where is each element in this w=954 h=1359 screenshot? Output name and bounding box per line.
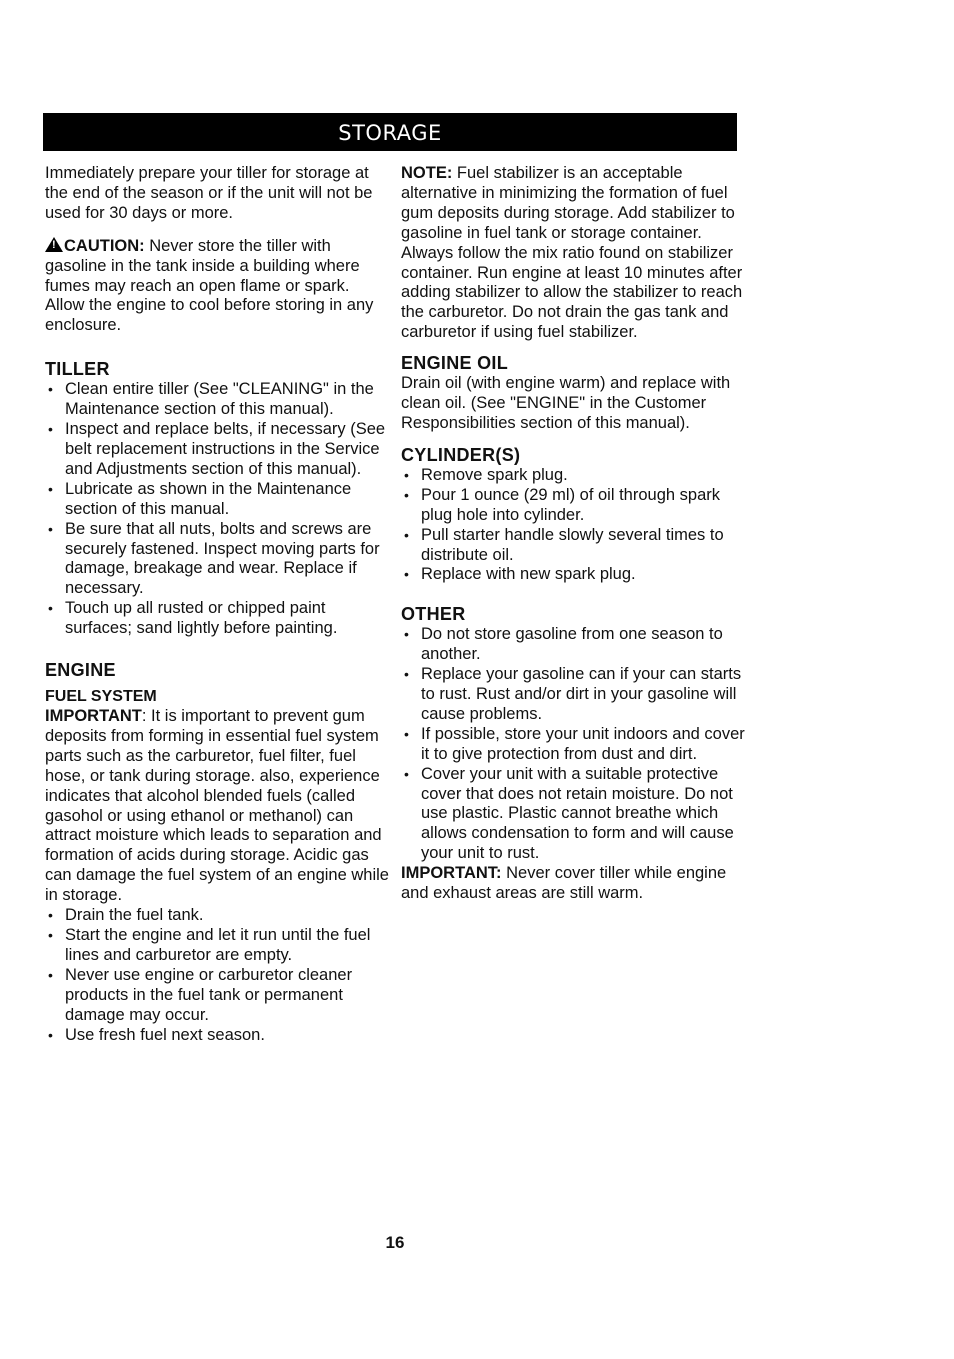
engine-heading: ENGINE xyxy=(45,660,116,681)
tiller-list xyxy=(45,380,390,639)
other-heading: OTHER xyxy=(401,604,466,625)
fuel-important-paragraph xyxy=(45,707,390,906)
list-item: • Replace with new spark plug. xyxy=(401,565,746,585)
other-important-paragraph xyxy=(401,864,746,904)
note-text: Fuel stabilizer is an acceptable alternative in minimizing the formation of fuel gum deposits during storage. Add stabilizer to gasoline in fuel tank or storage container. Always follow the mix ratio found on stabilizer container. Run engine at least 10 minutes after adding stabilizer to allow the stabilizer to reach the carburetor. Do not drain the gas tank and carburetor if using fuel stabilizer. xyxy=(401,164,743,342)
list-item: • Replace your gasoline can if your can starts to rust. Rust and/or dirt in your gasoline will cause problems. xyxy=(401,665,746,725)
caution-paragraph xyxy=(45,237,390,337)
list-item: • Never use engine or carburetor cleaner products in the fuel tank or permanent damage may occur. xyxy=(45,966,390,1026)
important-label: IMPORTANT xyxy=(45,707,142,726)
list-item: • Cover your unit with a suitable protective cover that does not retain moisture. Do not use plastic. Plastic cannot breathe which allows condensation to form and will cause your unit to rust. xyxy=(401,765,746,865)
list-item: • Be sure that all nuts, bolts and screws are securely fastened. Inspect moving parts for damage, breakage and wear. Replace if necessary. xyxy=(45,520,390,600)
list-item: • Touch up all rusted or chipped paint surfaces; sand lightly before painting. xyxy=(45,599,390,639)
list-item: • If possible, store your unit indoors and cover it to give protection from dust and dirt. xyxy=(401,725,746,765)
list-item: • Drain the fuel tank. xyxy=(45,906,390,926)
cylinders-list xyxy=(401,466,746,585)
list-item: • Pour 1 ounce (29 ml) of oil through spark plug hole into cylinder. xyxy=(401,486,746,526)
list-item: • Inspect and replace belts, if necessary (See belt replacement instructions in the Service and Adjustments section of this manual). xyxy=(45,420,390,480)
fuel-list xyxy=(45,906,390,1045)
list-item: • Lubricate as shown in the Maintenance section of this manual. xyxy=(45,480,390,520)
section-banner: STORAGE xyxy=(43,113,737,151)
page-number: 16 xyxy=(385,1233,405,1252)
warning-triangle-icon xyxy=(45,237,63,252)
list-item: • Pull starter handle slowly several times to distribute oil. xyxy=(401,526,746,566)
right-column xyxy=(401,164,746,904)
fuel-system-subheading: FUEL SYSTEM xyxy=(45,688,157,706)
list-item: • Clean entire tiller (See "CLEANING" in the Maintenance section of this manual). xyxy=(45,380,390,420)
important-text: : It is important to prevent gum deposits from forming in essential fuel system parts such as the carburetor, fuel filter, fuel hose, or tank during storage. also, experience indicates that alcohol blended fuels (called gasohol or using ethanol or methanol) can attract moisture which leads to separation and formation of acids during storage. Acidic gas can damage the fuel system of an engine while in storage. xyxy=(45,707,389,905)
left-column xyxy=(45,164,390,1045)
important-label: IMPORTANT: xyxy=(401,864,502,883)
note-label: NOTE: xyxy=(401,164,453,182)
list-item: • Remove spark plug. xyxy=(401,466,746,486)
important-text: Never cover tiller while engine and exhaust areas are still warm. xyxy=(401,864,727,903)
tiller-heading: TILLER xyxy=(45,359,110,380)
engine-oil-text: Drain oil (with engine warm) and replace with clean oil. (See "ENGINE" in the Customer Responsibilities section of this manual). xyxy=(401,374,731,432)
list-item: • Do not store gasoline from one season to another. xyxy=(401,625,746,665)
caution-text: Never store the tiller with gasoline in the tank inside a building where fumes may reach an open flame or spark. Allow the engine to cool before storing in any enclosure. xyxy=(45,236,374,335)
cylinders-heading: CYLINDER(S) xyxy=(401,444,521,465)
note-paragraph xyxy=(401,164,746,343)
intro-paragraph: Immediately prepare your tiller for storage at the end of the season or if the unit will not be used for 30 days or more. xyxy=(45,164,373,222)
list-item: • Start the engine and let it run until the fuel lines and carburetor are empty. xyxy=(45,926,390,966)
list-item: • Use fresh fuel next season. xyxy=(45,1026,390,1046)
engine-oil-heading: ENGINE OIL xyxy=(401,353,509,374)
caution-label: CAUTION: xyxy=(64,236,145,255)
other-list xyxy=(401,625,746,864)
